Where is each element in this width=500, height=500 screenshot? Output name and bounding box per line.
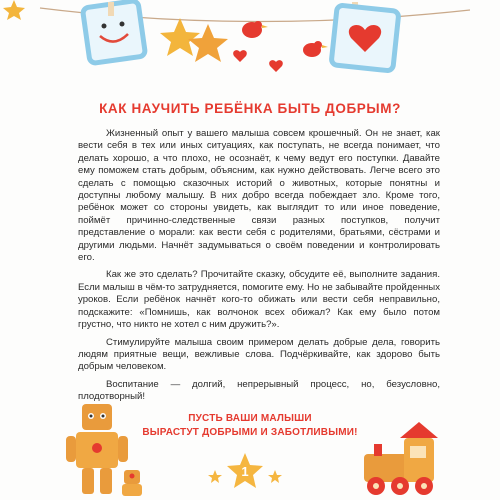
page-title: КАК НАУЧИТЬ РЕБЁНКА БЫТЬ ДОБРЫМ? [99,101,401,116]
paragraph: Как же это сделать? Прочитайте сказку, обсудите её, выполните задания. Если малыш в чём-то затрудняется, помогите ему. Но не забывайте пройденных уроков. Если ребёнок начнёт кого-то обижать или вести себя неправильно, подскажите: «Помнишь, как волчонок всех обижал? Как ему было потом грустно, что никто не хотел с ним дружить?». [78,269,440,331]
robot-toy-icon [60,400,150,500]
page-number: 1 [241,464,249,479]
paragraph: Стимулируйте малыша своим примером делать добрые дела, говорить людям приятные вещи, вежливые слова. Подчёркивайте, как здорово быть добрым человеком. [78,336,440,373]
slogan-line: ВЫРАСТУТ ДОБРЫМИ И ЗАБОТЛИВЫМИ! [142,427,358,438]
star-toy-icon [160,18,228,62]
paragraph: Воспитание — долгий, непрерывный процесс, но, безусловно, плодотворный! [78,378,440,403]
toy-train-icon [358,418,448,500]
article-body [78,128,440,409]
star-icon [268,470,282,484]
garland-decoration [0,0,500,90]
paragraph: Жизненный опыт у вашего малыша совсем крошечный. Он не знает, как вести себя в тех или иных ситуациях, как поступать, не всегда понимает, что делать хорошо, а что плохо, не осознаёт, к чему ведут его поступки. Давайте ему поможем стать добрым, объясним, как нужно действовать. Легче всего это сделать с помощью сказочных историй о животных, которые понятны и доступны любому малышу. В них добро всегда побеждает зло. Кроме того, ребёнок может со стороны увидеть, как выглядит то или иное поведение, поймёт причинно-следственные связи разных поступков, получит представление о морали: как вести себя с родителями, братьями, сёстрами и другими людьми. Начнёт задумываться о своём поведении и контролировать его. [78,128,440,264]
slogan-line: ПУСТЬ ВАШИ МАЛЫШИ [188,413,312,424]
star-icon [208,470,222,484]
bird-icon [242,21,328,57]
heart-card-icon [331,5,399,71]
